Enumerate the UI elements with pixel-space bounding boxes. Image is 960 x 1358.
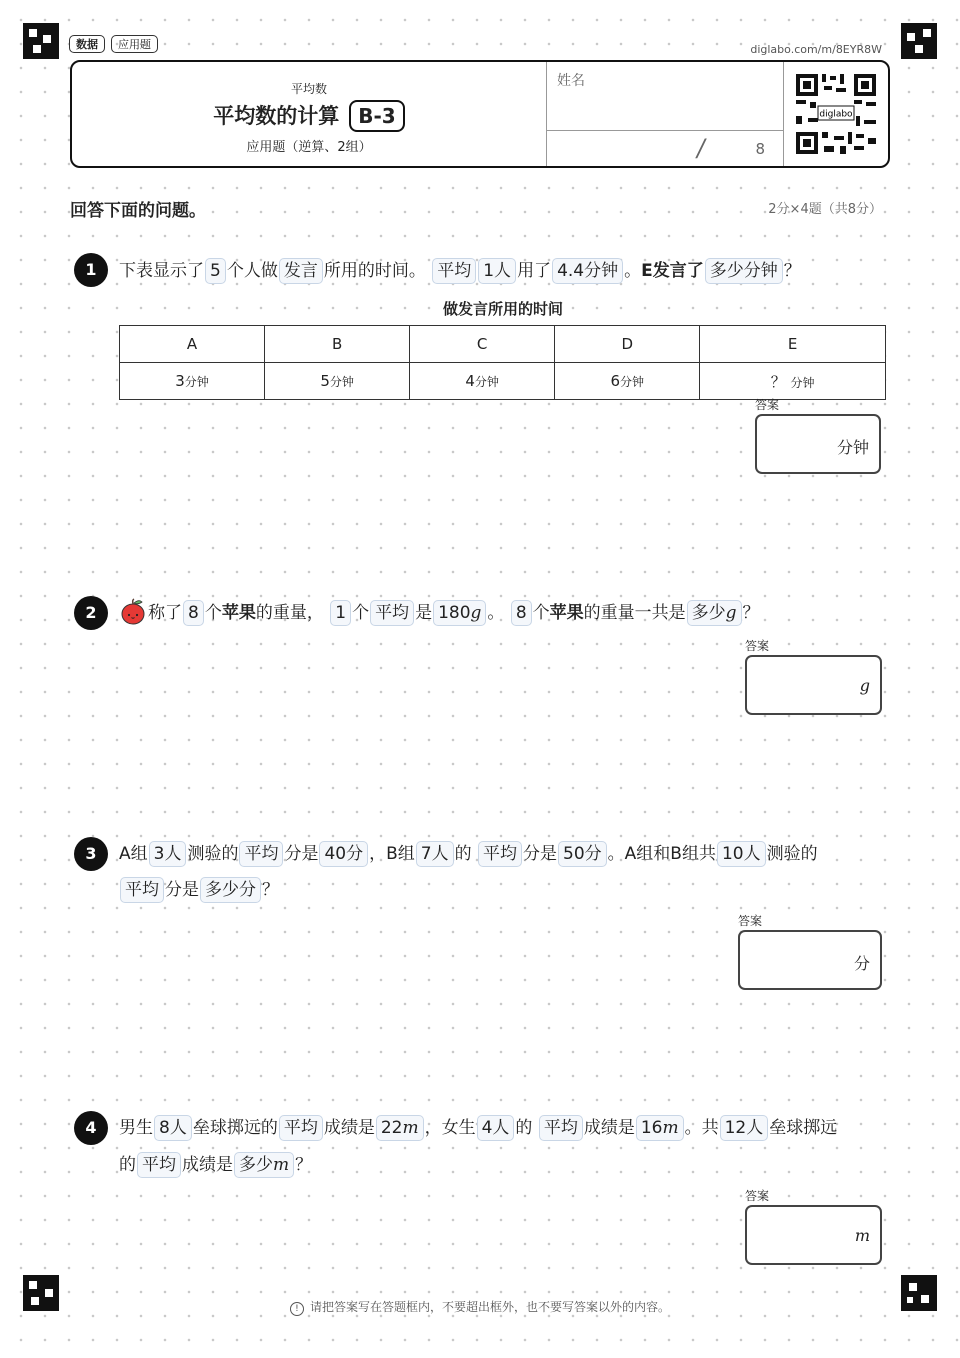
table-cell: ？ 分钟 (700, 363, 886, 400)
answer-unit-4: m (854, 1226, 870, 1245)
answer-box-2[interactable] (745, 655, 882, 715)
question-4-text-line2: 的 平均 成绩是 多少m ？ (119, 1150, 312, 1180)
answer-label-4: 答案 (745, 1189, 770, 1203)
answer-label-3: 答案 (738, 914, 763, 928)
answer-unit-1: 分钟 (836, 438, 869, 457)
table-header-cell: B (265, 326, 410, 363)
question-number-3: 3 (74, 837, 108, 871)
answer-label-1: 答案 (755, 398, 780, 412)
page-title-text: 平均数的计算 (213, 104, 340, 128)
worksheet-url: diglabo.com/m/8EYR8W (750, 43, 882, 56)
table-cell: 6分钟 (555, 363, 700, 400)
answer-unit-2: g (859, 676, 870, 695)
answer-box-4[interactable] (745, 1205, 882, 1265)
table-cell: 3分钟 (120, 363, 265, 400)
worksheet-header (70, 60, 890, 168)
answer-label-2: 答案 (745, 639, 770, 653)
corner-marker-top-right (901, 23, 937, 59)
question-2-text: 称了 8 个苹果的重量， 1 个 平均 是 180g 。 8 个苹果的重量一共是 多少g ？ (148, 598, 760, 628)
instruction: 回答下面的问题。 (70, 201, 206, 221)
name-label: 姓名 (557, 73, 585, 89)
answer-box-1[interactable] (755, 414, 881, 474)
table-header-cell: D (555, 326, 700, 363)
question-3-text-line2: 平均 分是 多少分 ？ (119, 875, 279, 905)
question-4-text-line1: 男生 8人 垒球掷远的 平均 成绩是 22m ，女生 4人 的 平均 成绩是 16m 。共 12人 垒球掷远 (119, 1113, 837, 1143)
apple-icon (120, 598, 146, 626)
score-slash: / (694, 134, 708, 162)
answer-box-3[interactable] (738, 930, 882, 990)
tag-data: 数据 (69, 35, 105, 53)
header-description: 应用题（逆算、2组） (246, 140, 372, 155)
svg-text:diglabo: diglabo (819, 109, 853, 120)
table-title: 做发言所用的时间 (442, 300, 563, 318)
table-cell: 5分钟 (265, 363, 410, 400)
table-header-cell: A (120, 326, 265, 363)
page-title (72, 100, 546, 132)
tag-word-problem: 应用题 (111, 35, 158, 53)
header-subtitle: 平均数 (290, 82, 327, 96)
name-area (546, 62, 784, 166)
footer-note (0, 1298, 960, 1316)
question-number-1: 1 (74, 253, 108, 287)
table-header-cell: C (410, 326, 555, 363)
points-info: 2分×4题（共8分） (768, 202, 882, 217)
worksheet-code: B-3 (349, 100, 404, 132)
table-cell: 4分钟 (410, 363, 555, 400)
info-icon: ! (290, 1302, 304, 1316)
footer-text: 请把答案写在答题框内，不要超出框外，也不要写答案以外的内容。 (309, 1300, 670, 1314)
question-3-text-line1: A组 3人 测验的 平均 分是 40分 ，B组 7人 的 平均 分是 50分 。A组和B组共 10人 测验的 (119, 839, 818, 869)
speech-time-table (119, 325, 886, 400)
qr-code-icon (794, 72, 878, 156)
corner-marker-top-left (23, 23, 59, 59)
score-total: 8 (755, 140, 765, 158)
question-number-2: 2 (74, 596, 108, 630)
answer-unit-3: 分 (853, 954, 870, 973)
table-header-cell: E (700, 326, 886, 363)
question-number-4: 4 (74, 1111, 108, 1145)
question-1-text: 下表显示了 5 个人做 发言 所用的时间。 平均 1人 用了 4.4分钟 。E发言了 多少分钟 ？ (119, 256, 801, 286)
